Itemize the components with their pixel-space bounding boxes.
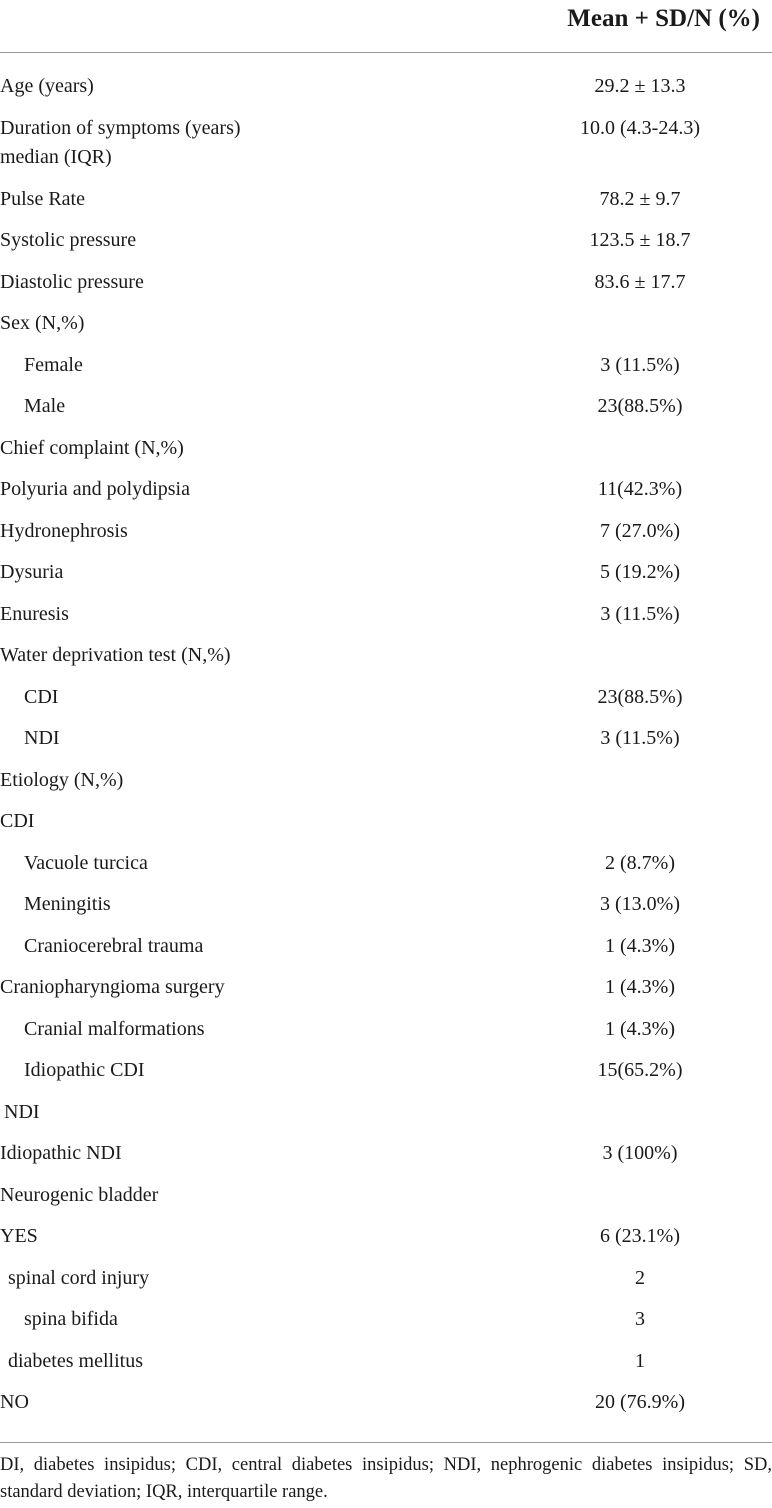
table-row xyxy=(0,1009,772,1051)
table-row xyxy=(0,635,772,677)
row-label: Hydronephrosis xyxy=(0,519,128,542)
row-value: 78.2 ± 9.7 xyxy=(599,187,681,210)
row-label: Polyuria and polydipsia xyxy=(0,478,190,500)
table-row xyxy=(0,428,772,470)
row-label: Idiopathic NDI xyxy=(0,1142,122,1164)
row-value: 83.6 ± 17.7 xyxy=(594,270,686,293)
table-row xyxy=(0,1092,772,1134)
table-row xyxy=(0,1175,772,1217)
table-row xyxy=(0,1382,772,1424)
row-label: NO xyxy=(0,1391,29,1413)
row-label: Systolic pressure xyxy=(0,229,137,251)
row-label: Pulse Rate xyxy=(0,187,85,210)
table-row xyxy=(0,262,772,304)
table-body xyxy=(0,66,772,1424)
table-row xyxy=(0,926,772,968)
row-value: 3 (13.0%) xyxy=(600,893,680,915)
value-column-header: Mean + SD/N (%) xyxy=(567,5,760,32)
row-value: 2 (8.7%) xyxy=(605,851,675,874)
table-row xyxy=(0,386,772,428)
row-label: spinal cord injury xyxy=(8,1266,150,1289)
row-value: 11(42.3%) xyxy=(597,478,683,500)
row-label: Age (years) xyxy=(0,75,94,97)
table-row xyxy=(0,884,772,926)
table-row xyxy=(0,511,772,553)
row-label: Idiopathic CDI xyxy=(24,1059,145,1081)
row-label: Enuresis xyxy=(0,602,69,625)
row-label: Chief complaint (N,%) xyxy=(0,436,184,459)
row-value: 3 xyxy=(635,1308,645,1330)
table-row xyxy=(0,552,772,594)
row-value: 3 (100%) xyxy=(602,1142,678,1164)
table-row xyxy=(0,1216,772,1258)
table-bottom-rule xyxy=(0,1442,772,1443)
row-value: 1 (4.3%) xyxy=(605,934,675,957)
row-value: 5 (19.2%) xyxy=(600,561,680,583)
row-value: 1 xyxy=(635,1349,645,1372)
row-label: Dysuria xyxy=(0,561,64,583)
row-label: Water deprivation test (N,%) xyxy=(0,644,231,666)
row-value: 10.0 (4.3-24.3) xyxy=(580,116,700,139)
table-row xyxy=(0,66,772,108)
row-label: NDI xyxy=(24,727,60,749)
row-value: 23(88.5%) xyxy=(597,395,683,417)
row-value: 3 (11.5%) xyxy=(600,353,680,376)
row-value: 29.2 ± 13.3 xyxy=(594,75,686,97)
row-value: 6 (23.1%) xyxy=(600,1225,680,1247)
table-row xyxy=(0,1133,772,1175)
table-row xyxy=(0,801,772,843)
table-row xyxy=(0,1050,772,1092)
row-value: 2 xyxy=(635,1266,645,1289)
row-label: Vacuole turcica xyxy=(24,851,148,874)
row-label: Diastolic pressure xyxy=(0,270,144,293)
table-row xyxy=(0,967,772,1009)
table-row xyxy=(0,469,772,511)
table-row xyxy=(0,677,772,719)
table-row xyxy=(0,718,772,760)
table-row xyxy=(0,303,772,345)
row-label: Craniocerebral trauma xyxy=(24,934,204,957)
row-label: Male xyxy=(24,395,66,417)
table-row xyxy=(0,594,772,636)
row-label: YES xyxy=(0,1225,38,1247)
row-label: CDI xyxy=(24,685,59,708)
row-label: Craniopharyngioma surgery xyxy=(0,976,225,998)
row-label xyxy=(0,114,241,172)
row-value: 1 (4.3%) xyxy=(605,976,675,998)
row-value: 3 (11.5%) xyxy=(600,727,680,749)
row-label: Sex (N,%) xyxy=(0,312,85,334)
table-row xyxy=(0,1258,772,1300)
table-row xyxy=(0,843,772,885)
row-label: Etiology (N,%) xyxy=(0,768,124,791)
table-footnote: DI, diabetes insipidus; CDI, central diabetes insipidus; NDI, nephrogenic diabetes insipidus; SD, standard deviation; IQR, interquartile range. xyxy=(0,1455,772,1502)
table-header xyxy=(0,0,772,53)
row-value: 15(65.2%) xyxy=(597,1059,683,1081)
table-row xyxy=(0,1341,772,1383)
row-label: Neurogenic bladder xyxy=(0,1183,159,1206)
table-row xyxy=(0,345,772,387)
row-label: Cranial malformations xyxy=(24,1017,205,1040)
row-value: 1 (4.3%) xyxy=(605,1017,675,1040)
row-label-line: Duration of symptoms (years) xyxy=(0,116,241,139)
row-label: NDI xyxy=(4,1100,40,1123)
row-value: 20 (76.9%) xyxy=(595,1391,685,1413)
row-value: 123.5 ± 18.7 xyxy=(589,229,691,251)
row-label-line: median (IQR) xyxy=(0,145,112,168)
table-row xyxy=(0,1299,772,1341)
row-label: spina bifida xyxy=(24,1308,118,1330)
table-row xyxy=(0,108,772,179)
row-label: CDI xyxy=(0,810,35,832)
row-value: 23(88.5%) xyxy=(597,685,683,708)
table-row xyxy=(0,179,772,221)
row-value: 3 (11.5%) xyxy=(600,602,680,625)
table-row xyxy=(0,220,772,262)
row-label: Meningitis xyxy=(24,893,111,915)
row-label: diabetes mellitus xyxy=(8,1349,143,1372)
row-value: 7 (27.0%) xyxy=(600,519,680,542)
row-label: Female xyxy=(24,353,83,376)
table-row xyxy=(0,760,772,802)
